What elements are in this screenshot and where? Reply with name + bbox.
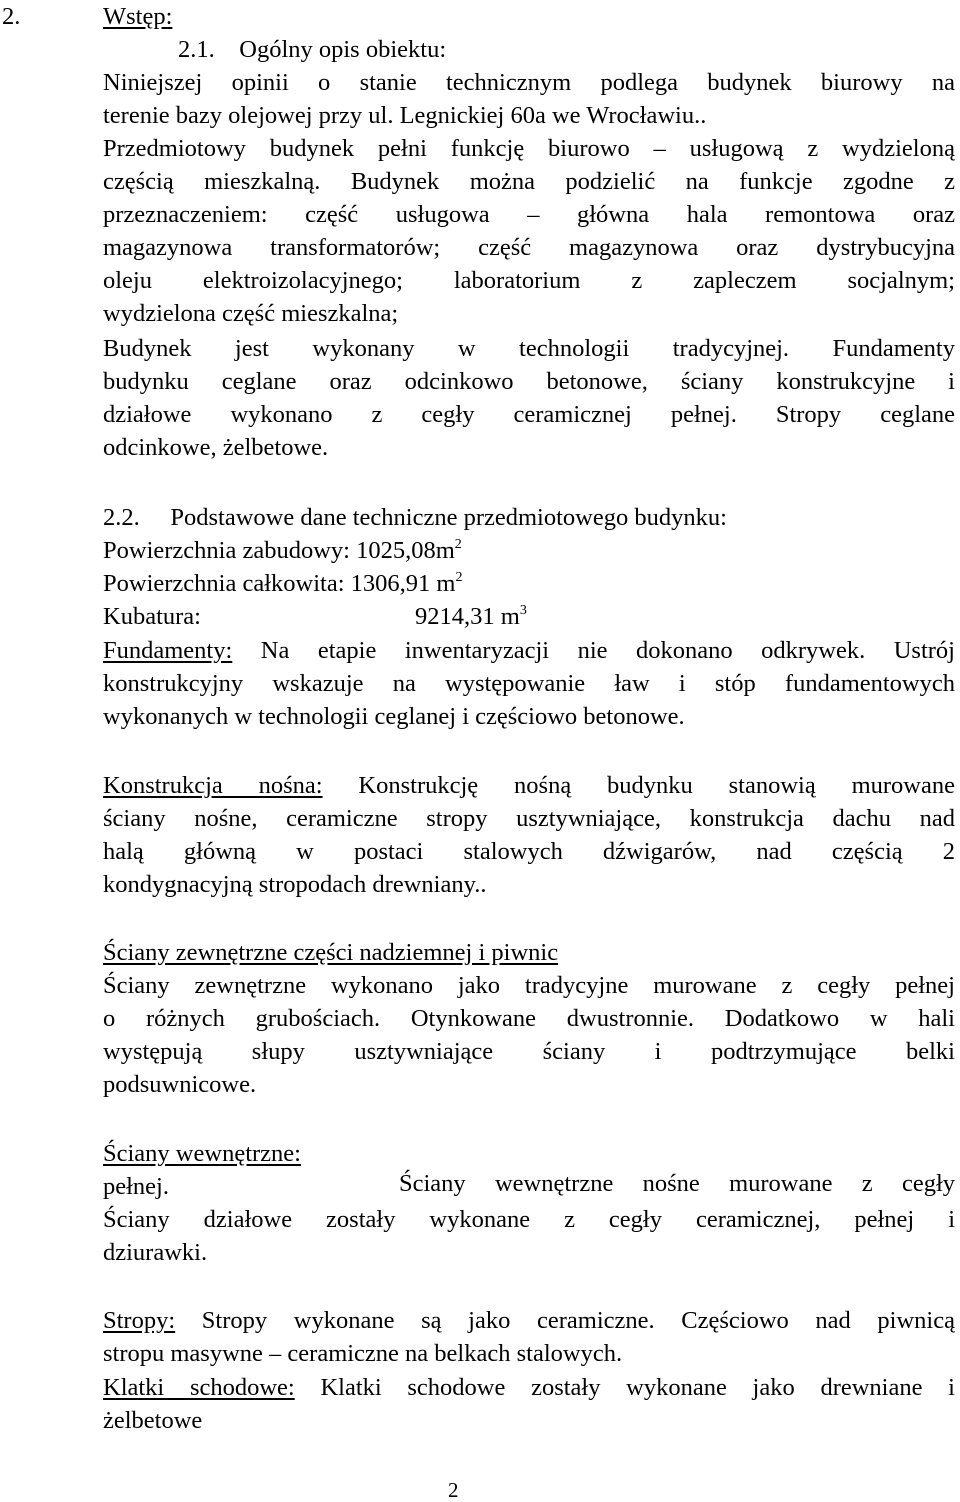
paragraph-line: stropu masywne – ceramiczne na belkach stalowych. [103, 1340, 623, 1367]
page-number: 2 [448, 1478, 459, 1502]
paragraph-line: Ściany działowe zostały wykonane z cegły ceramicznej, pełnej i [103, 1206, 955, 1233]
paragraph-line: halą główną w postaci stalowych dźwigarów, nad częścią 2 [103, 838, 955, 865]
paragraph-line: konstrukcyjny wskazuje na występowanie ław i stóp fundamentowych [103, 670, 955, 697]
volume-value-group [415, 602, 527, 632]
internal-walls-text: Ściany wewnętrzne nośne murowane z cegły [399, 1170, 955, 1197]
unit-exponent: 2 [455, 570, 463, 585]
paragraph-line: pełnej. [103, 1173, 169, 1200]
floors-line [103, 1306, 955, 1336]
load-structure-text: Konstrukcję nośną budynku stanowią murowane [322, 772, 955, 799]
section-title [103, 2, 955, 32]
area-total-text: Powierzchnia całkowita: 1306,91 m [103, 570, 456, 597]
volume-value: 9214,31 m [415, 603, 520, 630]
paragraph-line: ściany nośne, ceramiczne stropy usztywniające, konstrukcja dachu nad [103, 805, 955, 832]
external-walls-heading-line [103, 938, 955, 968]
paragraph-line: Przedmiotowy budynek pełni funkcję biurowo – usługową z wydzieloną [103, 135, 955, 162]
subsection-title: Podstawowe dane techniczne przedmiotowego budynku: [170, 504, 727, 531]
paragraph-line: podsuwnicowe. [103, 1071, 257, 1098]
paragraph-line: odcinkowe, żelbetowe. [103, 434, 329, 461]
external-walls-heading: Ściany zewnętrzne części nadziemnej i piwnic [103, 939, 559, 966]
load-structure-line [103, 771, 955, 801]
paragraph-line: występują słupy usztywniające ściany i podtrzymujące belki [103, 1038, 955, 1065]
staircases-text: Klatki schodowe zostały wykonane jako drewniane i [294, 1374, 955, 1401]
paragraph-line: Ściany zewnętrzne wykonano jako tradycyjne murowane z cegły pełnej [103, 972, 955, 999]
unit-exponent: 3 [519, 603, 527, 618]
paragraph-line: przeznaczeniem: część usługowa – główna hala remontowa oraz [103, 201, 955, 228]
paragraph-line: Niniejszej opinii o stanie technicznym podlega budynek biurowy na [103, 69, 955, 96]
load-structure-heading: Konstrukcja nośna: [103, 772, 323, 799]
section-title-text: Wstęp: [103, 3, 173, 30]
volume-row [103, 602, 955, 632]
foundations-line [103, 636, 955, 666]
volume-label: Kubatura: [103, 603, 201, 630]
paragraph-line: oleju elektroizolacyjnego; laboratorium z zapleczem socjalnym; [103, 267, 955, 294]
floors-heading: Stropy: [103, 1307, 176, 1334]
area-total-row [103, 569, 955, 599]
paragraph-line: budynku ceglane oraz odcinkowo betonowe, ściany konstrukcyjne i [103, 368, 955, 395]
unit-exponent: 2 [454, 537, 462, 552]
paragraph-line: wykonanych w technologii ceglanej i częściowo betonowe. [103, 703, 685, 730]
staircases-heading: Klatki schodowe: [103, 1374, 295, 1401]
subsection-number: 2.2. [103, 504, 140, 531]
subsection-2-2-heading [103, 503, 955, 533]
floors-text: Stropy wykonane są jako ceramiczne. Częściowo nad piwnicą [175, 1307, 955, 1334]
area-built-text: Powierzchnia zabudowy: 1025,08m [103, 537, 455, 564]
paragraph-line: kondygnacyjną stropodach drewniany.. [103, 871, 487, 898]
section-number: 2. [2, 3, 21, 30]
staircases-line [103, 1373, 955, 1403]
paragraph-line: terenie bazy olejowej przy ul. Legnickiej 60a we Wrocławiu.. [103, 102, 707, 129]
paragraph-line: Budynek jest wykonany w technologii tradycyjnej. Fundamenty [103, 335, 955, 362]
subsection-title: Ogólny opis obiektu: [239, 36, 447, 63]
foundations-heading: Fundamenty: [103, 637, 233, 664]
paragraph-line: częścią mieszkalną. Budynek można podzielić na funkcje zgodne z [103, 168, 955, 195]
paragraph-line: magazynowa transformatorów; część magazynowa oraz dystrybucyjna [103, 234, 955, 261]
paragraph-line: dziurawki. [103, 1239, 208, 1266]
subsection-number: 2.1. [178, 36, 215, 63]
paragraph-line: wydzielona część mieszkalna; [103, 300, 399, 327]
paragraph-line: żelbetowe [103, 1407, 203, 1434]
paragraph-line: działowe wykonano z cegły ceramicznej pełnej. Stropy ceglane [103, 401, 955, 428]
paragraph-line: o różnych grubościach. Otynkowane dwustronnie. Dodatkowo w hali [103, 1005, 955, 1032]
foundations-text: Na etapie inwentaryzacji nie dokonano odkrywek. Ustrój [232, 637, 955, 664]
area-built-row [103, 536, 955, 566]
internal-walls-heading: Ściany wewnętrzne: [103, 1140, 301, 1167]
subsection-2-1-heading [178, 35, 960, 65]
